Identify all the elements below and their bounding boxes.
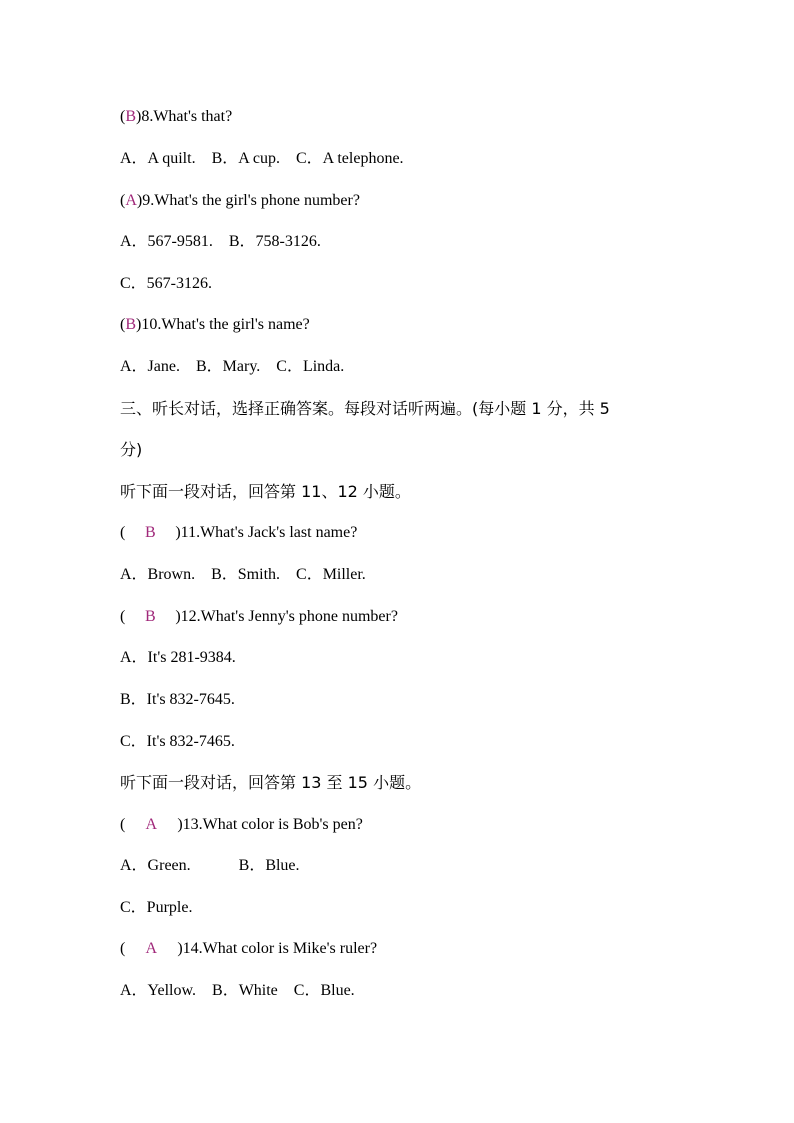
instruction-13-15: 听下面一段对话，回答第 13 至 15 小题。 — [120, 773, 422, 792]
question-9-options-2: C．567-3126. — [120, 275, 213, 292]
question-12-option-a: A．It's 281-9384. — [120, 649, 236, 666]
question-13: ( A )13.What color is Bob's pen? — [120, 816, 363, 833]
question-12-option-b: B．It's 832-7645. — [120, 691, 235, 708]
section-3-heading: 三、听长对话，选择正确答案。每段对话听两遍。(每小题 1 分，共 5 — [120, 399, 610, 418]
answer-10: B — [125, 316, 136, 333]
section-3-heading-cont: 分) — [120, 440, 143, 459]
question-8: (B)8.What's that? — [120, 108, 233, 125]
instruction-11-12: 听下面一段对话，回答第 11、12 小题。 — [120, 482, 411, 501]
question-8-options: A．A quilt. B．A cup. C．A telephone. — [120, 150, 404, 167]
question-10: (B)10.What's the girl's name? — [120, 316, 310, 333]
question-14: ( A )14.What color is Mike's ruler? — [120, 940, 378, 957]
question-9: (A)9.What's the girl's phone number? — [120, 192, 360, 209]
question-13-options-2: C．Purple. — [120, 899, 193, 916]
question-13-options-1: A．Green. B．Blue. — [120, 857, 300, 874]
answer-12: B — [144, 608, 156, 625]
answer-11: B — [144, 524, 156, 541]
question-9-options-1: A．567-9581. B．758-3126. — [120, 233, 321, 250]
question-14-options: A．Yellow. B．White C．Blue. — [120, 982, 355, 999]
answer-14: A — [145, 940, 158, 957]
question-10-options: A．Jane. B．Mary. C．Linda. — [120, 358, 345, 375]
question-12-option-c: C．It's 832-7465. — [120, 733, 235, 750]
answer-9: A — [125, 192, 137, 209]
answer-13: A — [145, 816, 158, 833]
question-11-options: A．Brown. B．Smith. C．Miller. — [120, 566, 366, 583]
question-12: ( B )12.What's Jenny's phone number? — [120, 608, 398, 625]
answer-8: B — [125, 108, 136, 125]
question-11: ( B )11.What's Jack's last name? — [120, 524, 358, 541]
